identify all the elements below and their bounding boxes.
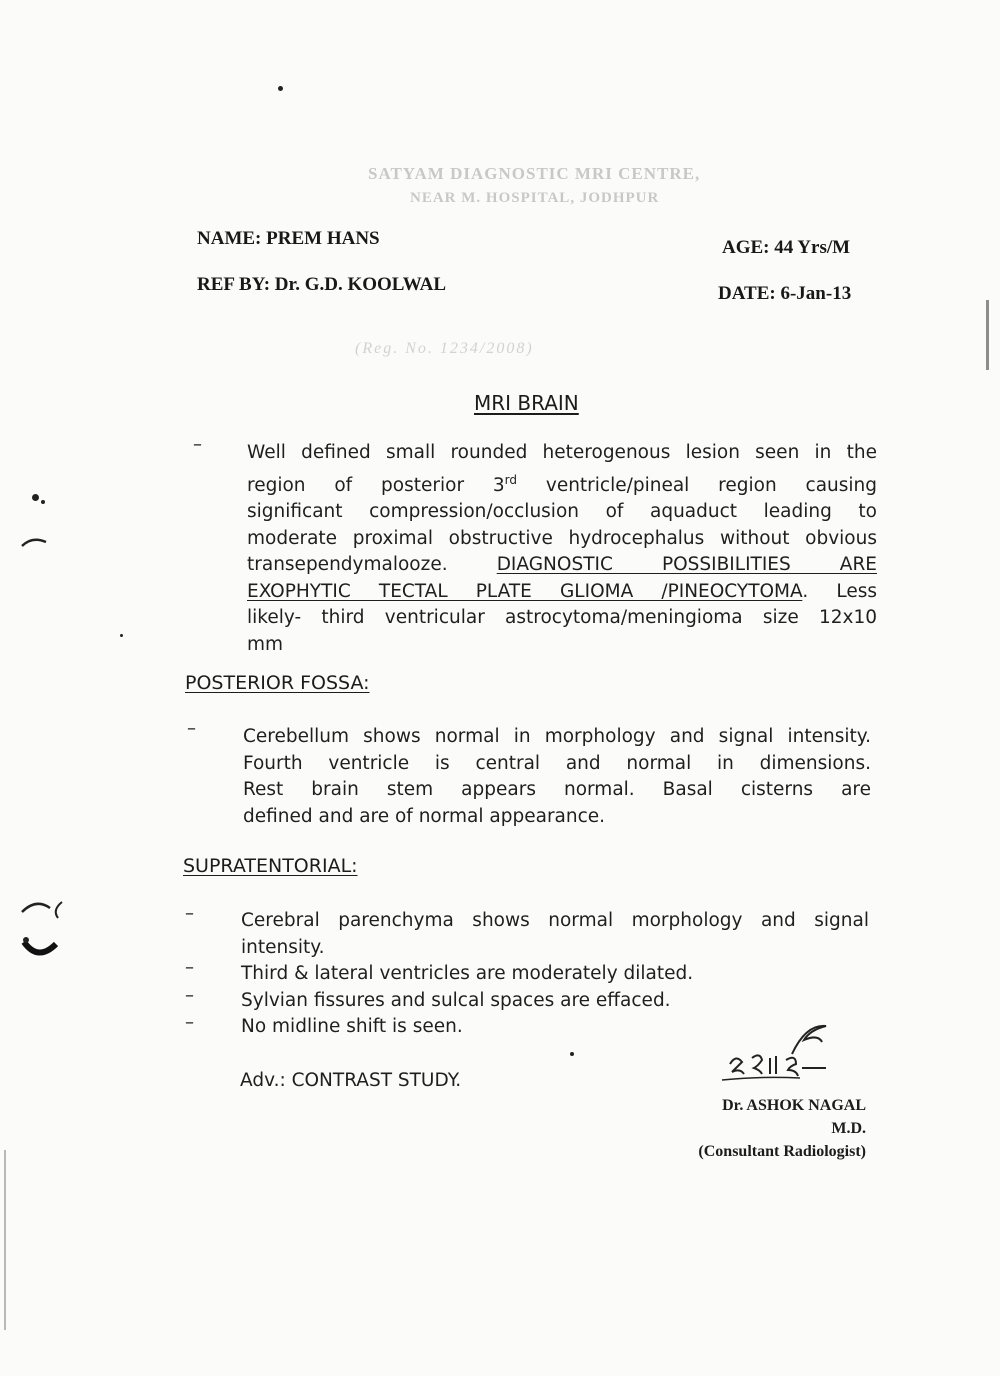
supratentorial-item-4: No midline shift is seen.: [241, 1016, 463, 1037]
advice: Adv.: CONTRAST STUDY.: [240, 1070, 462, 1091]
referred-by-label: REF BY:: [197, 274, 271, 295]
scan-artifact-dot: [278, 86, 283, 91]
posterior-fossa-line: Fourth ventricle is central and normal in dimensions.: [243, 752, 871, 774]
supratentorial-bullet-3: –: [185, 985, 194, 1006]
findings-line: moderate proximal obstructive hydrocephalus without obvious: [247, 527, 877, 549]
posterior-fossa-bullet: –: [187, 718, 196, 739]
findings-line-text: . Less: [802, 580, 877, 602]
findings-line-text: transependymalooze.: [247, 554, 448, 576]
diagnostic-heading: DIAGNOSTIC POSSIBILITIES ARE: [496, 554, 877, 576]
scan-artifact-dot: [41, 500, 45, 504]
left-edge-scan-shadow: [4, 1150, 6, 1330]
punch-hole-mark: [14, 890, 74, 970]
scan-artifact-dot: [570, 1052, 574, 1056]
referred-by: [197, 274, 446, 296]
posterior-fossa-line: Rest brain stem appears normal. Basal cisterns are: [243, 779, 871, 800]
report-date-value: 6-Jan-13: [780, 283, 852, 304]
findings-line: Well defined small rounded heterogenous lesion seen in the: [247, 442, 877, 463]
patient-name-label: NAME:: [197, 228, 262, 249]
supratentorial-item-1-line: Cerebral parenchyma shows normal morphology and signal: [241, 910, 869, 931]
right-edge-scan-shadow: [986, 300, 989, 370]
diagnostic-possibilities: EXOPHYTIC TECTAL PLATE GLIOMA /PINEOCYTOMA: [247, 580, 803, 602]
supratentorial-item-1-line: intensity.: [241, 936, 325, 958]
supratentorial-item-3: Sylvian fissures and sulcal spaces are effaced.: [241, 990, 671, 1011]
posterior-fossa-line: defined and are of normal appearance.: [243, 805, 606, 827]
findings-line: likely- third ventricular astrocytoma/meningioma size 12x10: [247, 607, 877, 629]
letterhead-line-3: (Reg. No. 1234/2008): [355, 340, 534, 357]
patient-age-label: AGE:: [722, 237, 770, 258]
patient-age-value: 44 Yrs/M: [774, 237, 851, 258]
doctor-degree: M.D.: [831, 1120, 866, 1137]
findings-line-text: region of posterior 3: [247, 474, 505, 496]
patient-name-value: PREM HANS: [266, 228, 380, 249]
doctor-title: (Consultant Radiologist): [698, 1143, 866, 1160]
supratentorial-item-1: [241, 908, 869, 961]
findings-paragraph: [247, 440, 877, 658]
letterhead-line-2: NEAR M. HOSPITAL, JODHPUR: [410, 190, 660, 206]
report-date-label: DATE:: [718, 283, 776, 304]
supratentorial-heading: SUPRATENTORIAL:: [183, 855, 358, 877]
findings-line: [247, 467, 877, 500]
supratentorial-bullet-1: –: [185, 903, 194, 924]
patient-name: [197, 228, 380, 250]
report-title: MRI BRAIN: [474, 391, 579, 415]
scan-artifact-dot: [32, 494, 39, 501]
posterior-fossa-paragraph: [243, 724, 871, 830]
letterhead-line-1: SATYAM DIAGNOSTIC MRI CENTRE,: [368, 164, 701, 183]
supratentorial-bullet-2: –: [185, 957, 194, 978]
doctor-name: Dr. ASHOK NAGAL: [722, 1097, 866, 1114]
findings-line: [247, 579, 877, 606]
report-date: [718, 283, 851, 305]
findings-line-text: ventricle/pineal region causing: [517, 474, 877, 496]
punch-hole-mark: [18, 530, 58, 560]
findings-line: [247, 552, 877, 579]
supratentorial-item-2: Third & lateral ventricles are moderately dilated.: [241, 963, 694, 984]
supratentorial-bullet-4: –: [185, 1012, 194, 1033]
findings-line: mm: [247, 633, 284, 655]
ordinal-suffix: rd: [504, 472, 518, 487]
findings-bullet: –: [193, 434, 202, 455]
posterior-fossa-heading: POSTERIOR FOSSA:: [185, 672, 370, 694]
handwritten-signature: [712, 1024, 842, 1094]
patient-age: [722, 237, 850, 259]
scan-artifact-dot: [120, 634, 123, 637]
referred-by-value: Dr. G.D. KOOLWAL: [274, 274, 446, 295]
findings-line: significant compression/occlusion of aquaduct leading to: [247, 501, 877, 523]
signature-block: [698, 1094, 866, 1163]
posterior-fossa-line: Cerebellum shows normal in morphology and signal intensity.: [243, 726, 871, 747]
